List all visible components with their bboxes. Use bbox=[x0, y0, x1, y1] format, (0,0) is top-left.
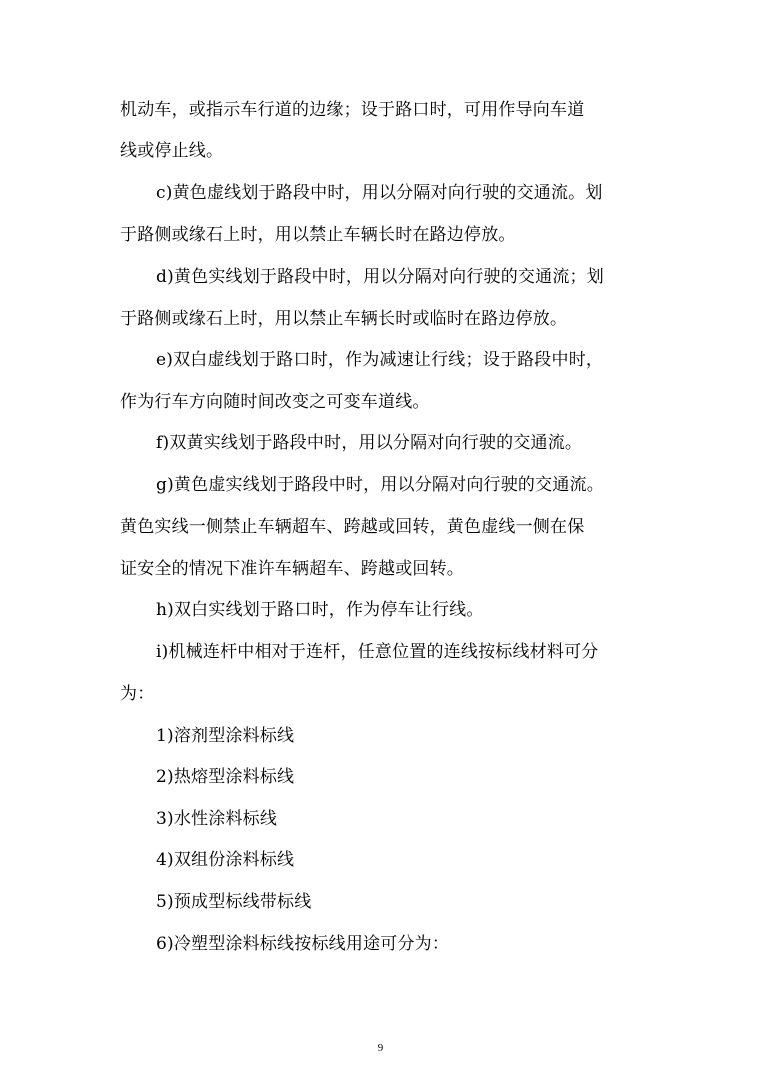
text-line-14: i)机械连杆中相对于连杆，任意位置的连线按标线材料可分 bbox=[156, 642, 599, 662]
text-line-18: 3)水性涂料标线 bbox=[156, 809, 278, 829]
text-line-19: 4)双组份涂料标线 bbox=[156, 850, 295, 870]
text-line-5: d)黄色实线划于路段中时，用以分隔对向行驶的交通流；划 bbox=[156, 267, 604, 287]
text-line-10: g)黄色虚实线划于路段中时，用以分隔对向行驶的交通流。 bbox=[156, 475, 604, 495]
text-line-1: 机动车，或指示车行道的边缘；设于路口时，可用作导向车道 bbox=[120, 100, 585, 120]
text-line-9: f)双黄实线划于路段中时，用以分隔对向行驶的交通流。 bbox=[156, 433, 583, 453]
text-line-20: 5)预成型标线带标线 bbox=[156, 892, 312, 912]
text-line-11: 黄色实线一侧禁止车辆超车、跨越或回转，黄色虚线一侧在保 bbox=[120, 517, 585, 537]
text-line-2: 线或停止线。 bbox=[120, 141, 224, 161]
text-line-16: 1)溶剂型涂料标线 bbox=[156, 726, 295, 746]
text-line-21: 6)冷塑型涂料标线按标线用途可分为： bbox=[156, 934, 450, 954]
text-line-17: 2)热熔型涂料标线 bbox=[156, 767, 295, 787]
text-line-4: 于路侧或缘石上时，用以禁止车辆长时在路边停放。 bbox=[120, 225, 516, 245]
text-line-6: 于路侧或缘石上时，用以禁止车辆长时或临时在路边停放。 bbox=[120, 309, 568, 329]
text-line-7: e)双白虚线划于路口时，作为减速让行线；设于路段中时， bbox=[156, 350, 604, 370]
text-line-12: 证安全的情况下准许车辆超车、跨越或回转。 bbox=[120, 559, 464, 579]
text-line-3: c)黄色虚线划于路段中时，用以分隔对向行驶的交通流。划 bbox=[156, 183, 603, 203]
page-number: 9 bbox=[377, 1042, 384, 1054]
text-line-8: 作为行车方向随时间改变之可变车道线。 bbox=[120, 392, 430, 412]
text-line-15: 为： bbox=[120, 684, 155, 704]
text-line-13: h)双白实线划于路口时，作为停车让行线。 bbox=[156, 600, 484, 620]
